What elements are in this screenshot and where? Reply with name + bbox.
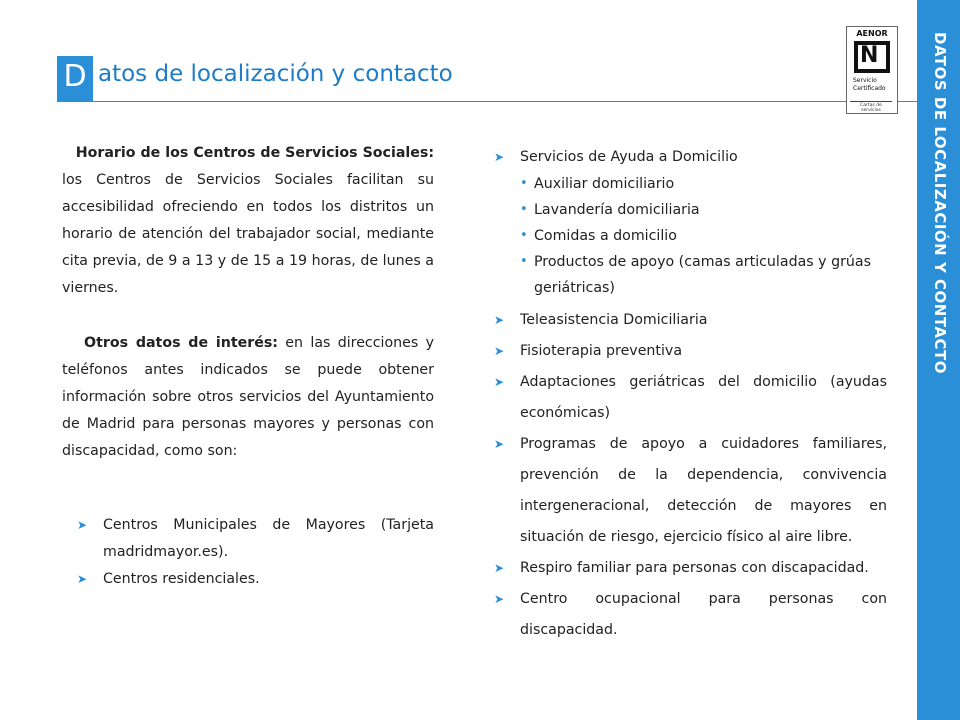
arrow-right-icon: ➤ xyxy=(77,572,88,586)
logo-footer: Cartas de servicios xyxy=(850,101,892,113)
section-sidebar xyxy=(917,0,960,720)
arrow-right-icon: ➤ xyxy=(494,375,505,389)
arrow-right-icon: ➤ xyxy=(494,150,505,164)
sidebar-label: DATOS DE LOCALIZACIÓN Y CONTACTO xyxy=(930,32,949,375)
dot-icon: • xyxy=(520,254,528,269)
schedule-text: los Centros de Servicios Sociales facilitan su accesibilidad ofreciendo en todos los distritos un horario de atención del trabajador social, mediante cita previa, de 9 a 13 y de 15 a 19 horas, de lunes a viernes. xyxy=(62,172,434,296)
arrow-right-icon: ➤ xyxy=(494,561,505,575)
schedule-paragraph xyxy=(62,140,434,302)
other-info-paragraph xyxy=(62,330,434,465)
sublist-item: • Auxiliar domiciliario xyxy=(520,171,887,197)
logo-brand: AENOR xyxy=(856,29,888,38)
list-item: ➤ Teleasistencia Domiciliaria xyxy=(494,305,887,336)
schedule-heading: Horario de los Centros de Servicios Sociales: xyxy=(75,145,435,161)
dot-icon: • xyxy=(520,202,528,217)
other-services-list xyxy=(77,512,434,593)
logo-caption-line1: Servicio xyxy=(853,77,877,84)
other-info-text: en las direcciones y teléfonos antes indicados se puede obtener información sobre otros servicios del Ayuntamiento de Madrid para personas mayores y personas con discapacidad, como son: xyxy=(62,335,435,459)
logo-caption xyxy=(853,77,886,93)
sublist-item: • Lavandería domiciliaria xyxy=(520,197,887,223)
list-item: ➤ Respiro familiar para personas con discapacidad. xyxy=(494,553,887,584)
list-item: ➤ Centro ocupacional para personas con discapacidad. xyxy=(494,584,887,646)
list-item: ➤ Programas de apoyo a cuidadores familiares, prevención de la dependencia, convivencia intergeneracional, detección de mayores en situación de riesgo, ejercicio físico al aire libre. xyxy=(494,429,887,553)
aenor-certification-logo xyxy=(846,26,898,114)
list-item: ➤ Centros Municipales de Mayores (Tarjeta madridmayor.es). xyxy=(77,512,434,566)
dot-icon: • xyxy=(520,228,528,243)
list-item: ➤ Centros residenciales. xyxy=(77,566,434,593)
home-help-sublist xyxy=(520,171,887,301)
services-list xyxy=(494,144,887,646)
arrow-right-icon: ➤ xyxy=(494,344,505,358)
other-info-heading: Otros datos de interés: xyxy=(84,335,278,351)
sublist-item: • Comidas a domicilio xyxy=(520,223,887,249)
list-item: ➤ Fisioterapia preventiva xyxy=(494,336,887,367)
logo-caption-line2: Certificado xyxy=(853,85,886,92)
list-item: ➤ Servicios de Ayuda a Domicilio • Auxiliar domiciliario • Lavandería domiciliaria • Comidas a domicilio • Productos de apoyo (camas articuladas y grúas geriátricas) xyxy=(494,144,887,301)
logo-mark-letter: N xyxy=(860,43,879,68)
arrow-right-icon: ➤ xyxy=(494,592,505,606)
arrow-right-icon: ➤ xyxy=(77,518,88,532)
list-item: ➤ Adaptaciones geriátricas del domicilio (ayudas económicas) xyxy=(494,367,887,429)
logo-mark-icon xyxy=(854,41,890,73)
arrow-right-icon: ➤ xyxy=(494,313,505,327)
title-underline xyxy=(93,101,917,102)
title-initial-box: D xyxy=(57,56,93,102)
dot-icon: • xyxy=(520,176,528,191)
page-title: atos de localización y contacto xyxy=(98,61,453,87)
sublist-item: • Productos de apoyo (camas articuladas y grúas geriátricas) xyxy=(520,249,887,301)
left-column xyxy=(62,140,434,465)
arrow-right-icon: ➤ xyxy=(494,437,505,451)
page-header xyxy=(57,56,917,102)
